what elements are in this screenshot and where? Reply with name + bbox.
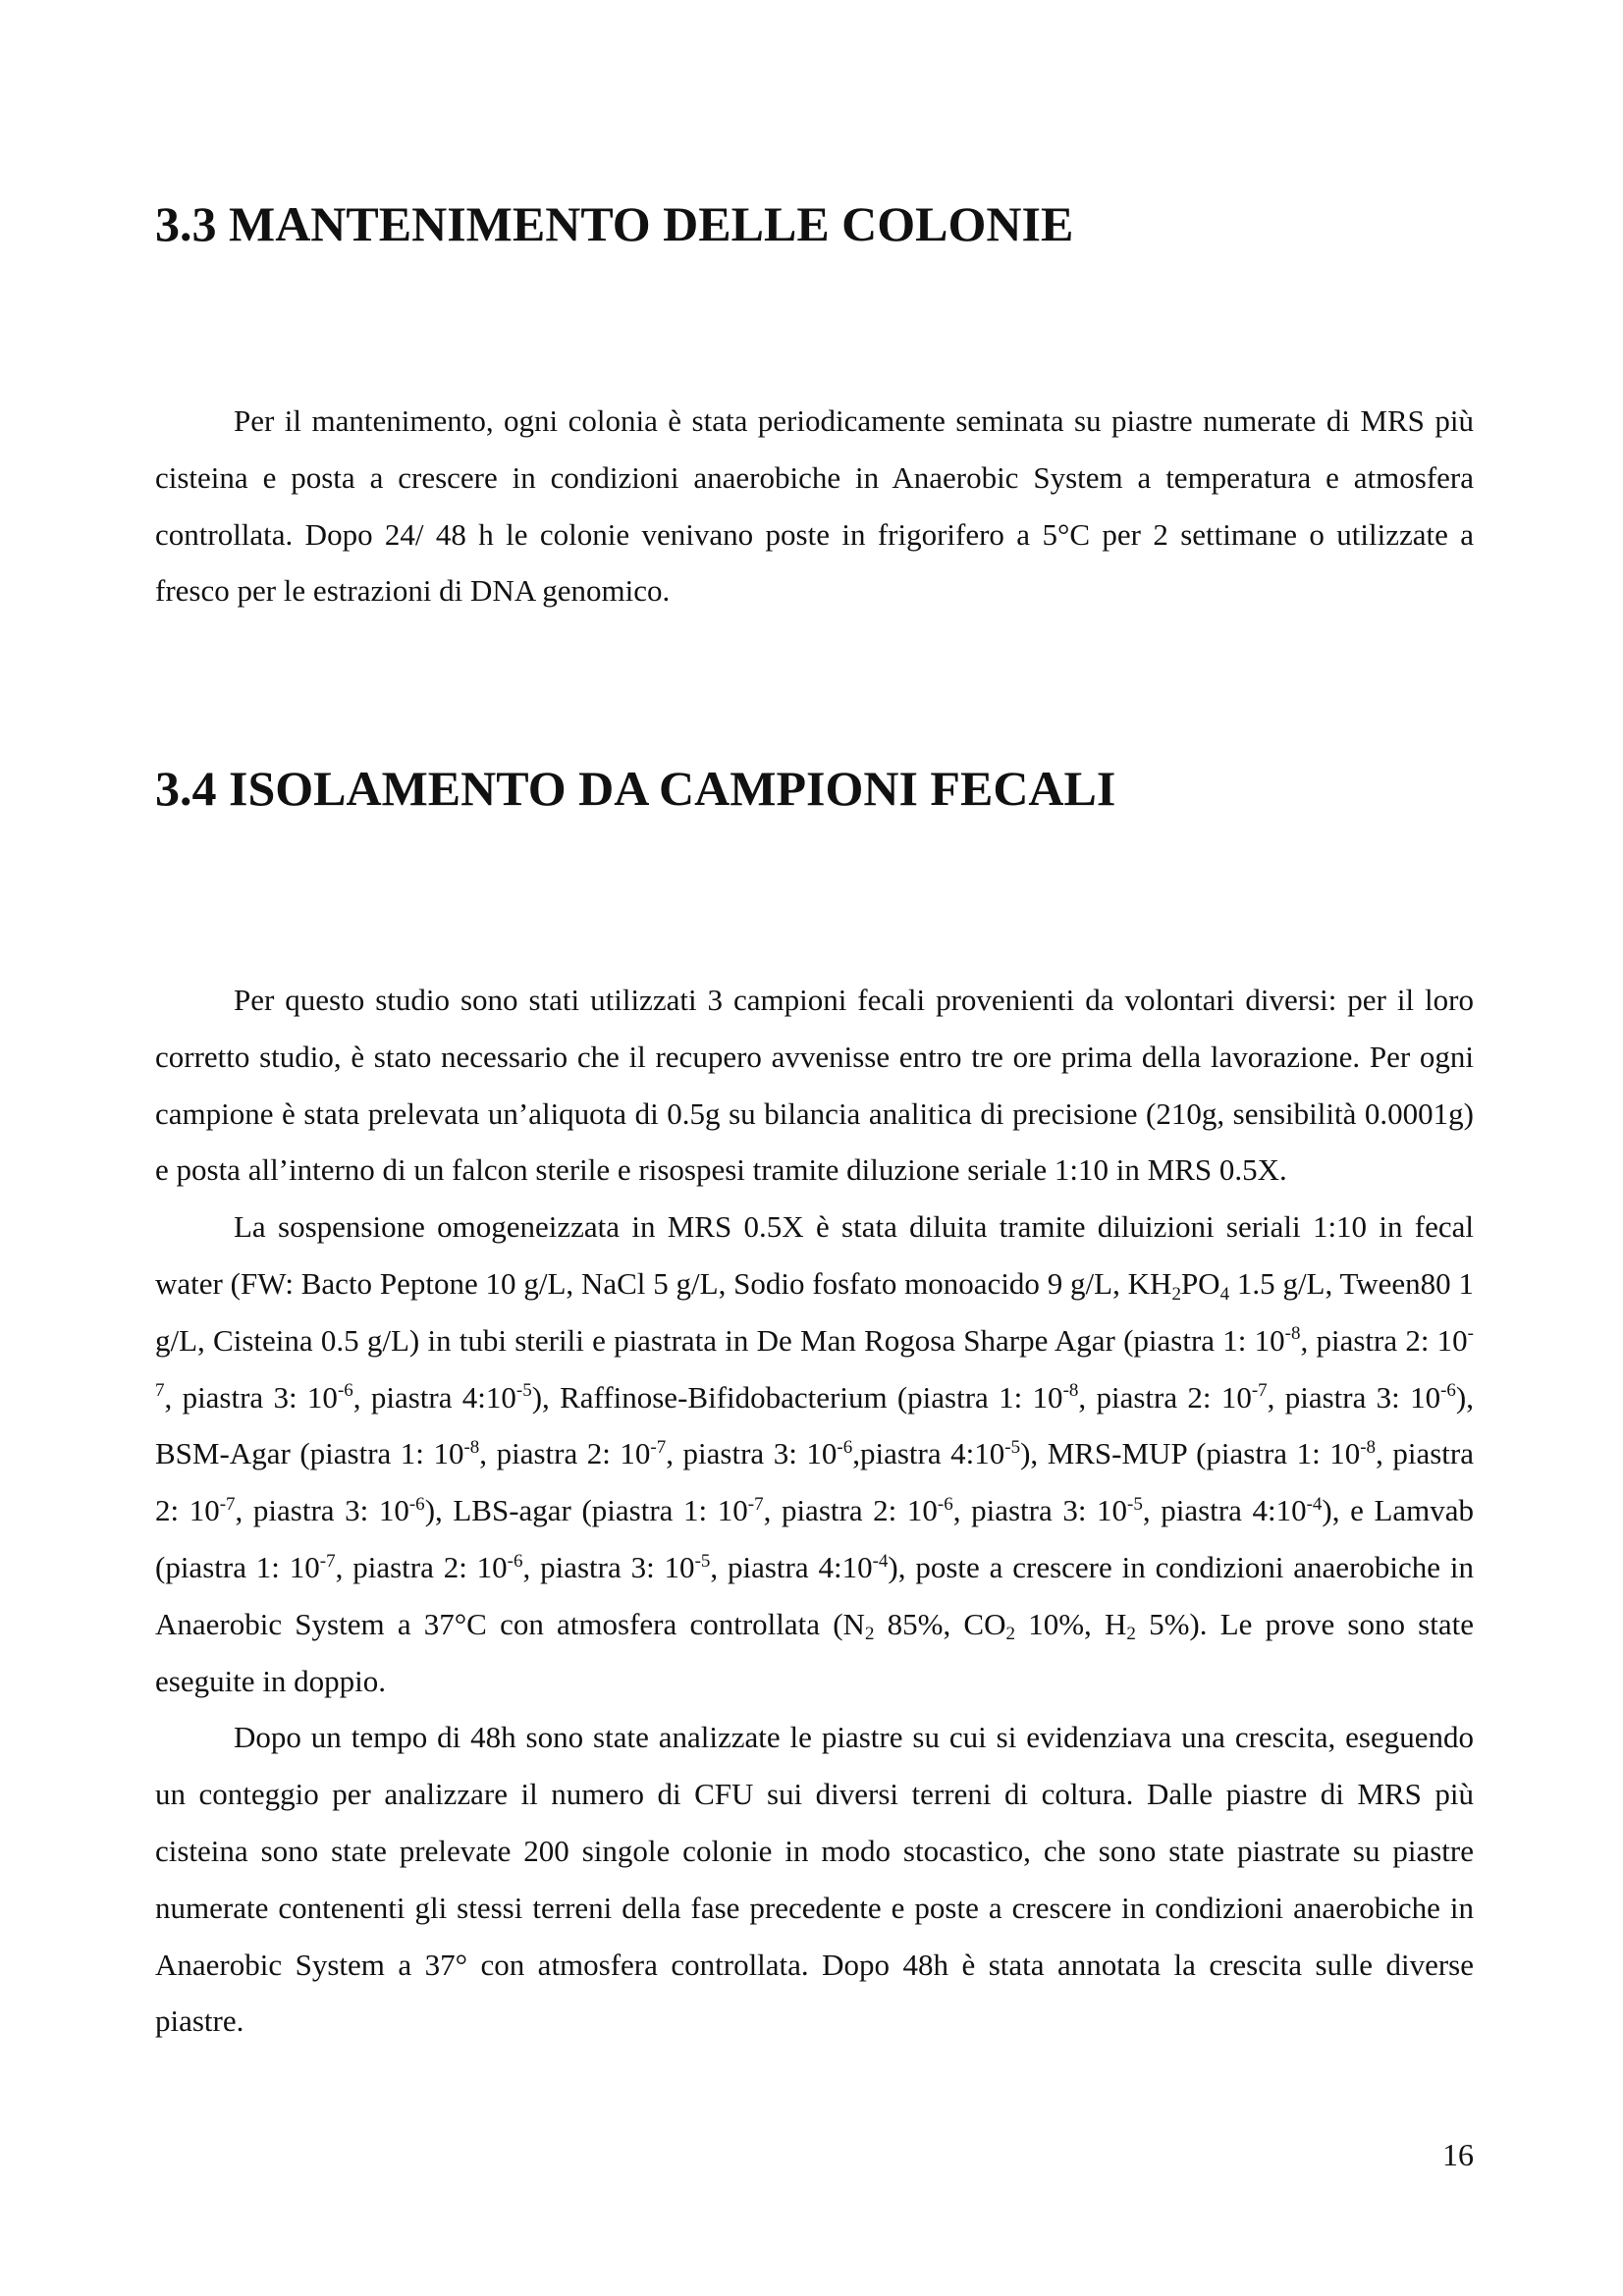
paragraph [155,1199,1474,1709]
text-run: , piastra 4:10 [1142,1493,1307,1528]
superscript: -7 [650,1436,667,1458]
text-run: , piastra 2: 10 [1300,1322,1468,1358]
text-run: La sospensione omogeneizzata in MRS 0.5X è stata diluita tramite diluizioni seriali 1:10 in fecal water (FW: Bacto Peptone 10 g/L, NaCl 5 g/L, Sodio fosfato monoacido 9 g/L, KH [155,1209,1474,1301]
superscript: -6 [337,1380,353,1402]
text-run: ), MRS-MUP (piastra 1: 10 [1020,1436,1361,1471]
superscript: -7 [155,1323,1474,1402]
paragraph [155,972,1474,1199]
paragraph [155,393,1474,619]
text-run: Per il mantenimento, ogni colonia è stata periodicamente seminata su piastre numerate di MRS più cisteina e posta a crescere in condizioni anaerobiche in Anaerobic System a temperatura e atmosfera controllata. Dopo 24/ 48 h le colonie venivano poste in frigorifero a 5°C per 2 settimane o utilizzate a fresco per le estrazioni di DNA genomico. [155,403,1474,609]
text-run: , piastra 2: 10 [1078,1379,1252,1415]
text-run: ,piastra 4:10 [852,1436,1005,1471]
text-run: , piastra 2: 10 [335,1549,508,1584]
superscript: -7 [319,1550,336,1572]
superscript: -6 [507,1550,523,1572]
superscript: -4 [1306,1493,1323,1515]
text-run: 10%, H [1015,1606,1127,1641]
text-run: , piastra 3: 10 [522,1549,695,1584]
text-run: , piastra 3: 10 [952,1493,1128,1528]
paragraph [155,1709,1474,2050]
superscript: -5 [694,1550,711,1572]
text-run: , piastra 2: 10 [155,1436,1474,1528]
text-run: Per questo studio sono stati utilizzati 3 campioni fecali provenienti da volontari diversi: per il loro corretto studio, è stato necessario che il recupero avvenisse entro tre ore prima della lavorazione. Per ogni campione è stata prelevata un’aliquota di 0.5g su bilancia analitica di precisione (210g, sensibilità 0.0001g) e posta all’interno di un falcon sterile e risospesi tramite diluzione seriale 1:10 in MRS 0.5X. [155,983,1474,1188]
section-body-3-4 [155,972,1474,2050]
subscript: 2 [864,1624,875,1645]
superscript: -7 [1251,1380,1268,1402]
text-run: ), LBS-agar (piastra 1: 10 [424,1493,748,1528]
page-number: 16 [1442,2137,1474,2172]
text-run: 5%). Le prove sono state eseguite in doppio. [155,1606,1474,1698]
superscript: -6 [937,1493,953,1515]
text-run: , piastra 3: 10 [235,1493,409,1528]
superscript: -8 [1062,1380,1079,1402]
subscript: 4 [1219,1283,1230,1305]
text-run: , piastra 2: 10 [763,1493,938,1528]
superscript: -6 [408,1493,425,1515]
subscript: 2 [1171,1283,1181,1305]
superscript: -6 [837,1436,853,1458]
text-run: , piastra 4:10 [710,1549,873,1584]
text-run: , piastra 4:10 [352,1379,516,1415]
superscript: -7 [747,1493,764,1515]
text-run: , piastra 3: 10 [666,1436,838,1471]
text-run: , piastra 3: 10 [1267,1379,1441,1415]
superscript: -4 [872,1550,889,1572]
superscript: -8 [1360,1436,1377,1458]
superscript: -5 [1127,1493,1143,1515]
section-heading-3-4: 3.4 ISOLAMENTO DA CAMPIONI FECALI [155,761,1116,816]
superscript: -7 [219,1493,236,1515]
text-run: , piastra 3: 10 [164,1379,338,1415]
text-run: Dopo un tempo di 48h sono state analizzate le piastre su cui si evidenziava una crescita, eseguendo un conteggio per analizzare il numero di CFU sui diversi terreni di coltura. Dalle piastre di MRS più cisteina sono state prelevate 200 singole colonie in modo stocastico, che sono state piastrate su piastre numerate contenenti gli stessi terreni della fase precedente e poste a crescere in condizioni anaerobiche in Anaerobic System a 37° con atmosfera controllata. Dopo 48h è stata annotata la crescita sulle diverse piastre. [155,1720,1474,2039]
superscript: -6 [1440,1380,1456,1402]
subscript: 2 [1126,1624,1136,1645]
text-run: 1.5 g/L, Tween80 1 g/L, Cisteina 0.5 g/L) in tubi sterili e piastrata in De Man Rogosa Sharpe Agar (piastra 1: 10 [155,1265,1474,1358]
text-run: ), Raffinose-Bifidobacterium (piastra 1: 10 [531,1379,1063,1415]
section-heading-3-3: 3.3 MANTENIMENTO DELLE COLONIE [155,196,1074,251]
superscript: -8 [463,1436,480,1458]
text-run: PO [1180,1265,1220,1301]
text-run: , piastra 2: 10 [479,1436,651,1471]
text-run: 85%, CO [874,1606,1006,1641]
superscript: -5 [1004,1436,1021,1458]
section-body-3-3 [155,393,1474,619]
text-run: ), poste a crescere in condizioni anaerobiche in Anaerobic System a 37°C con atmosfera controllata (N [155,1549,1474,1641]
text-run: ), BSM-Agar (piastra 1: 10 [155,1379,1474,1471]
text-run: ), e Lamvab (piastra 1: 10 [155,1493,1475,1584]
superscript: -5 [515,1380,532,1402]
subscript: 2 [1005,1624,1015,1645]
superscript: -8 [1284,1323,1301,1345]
